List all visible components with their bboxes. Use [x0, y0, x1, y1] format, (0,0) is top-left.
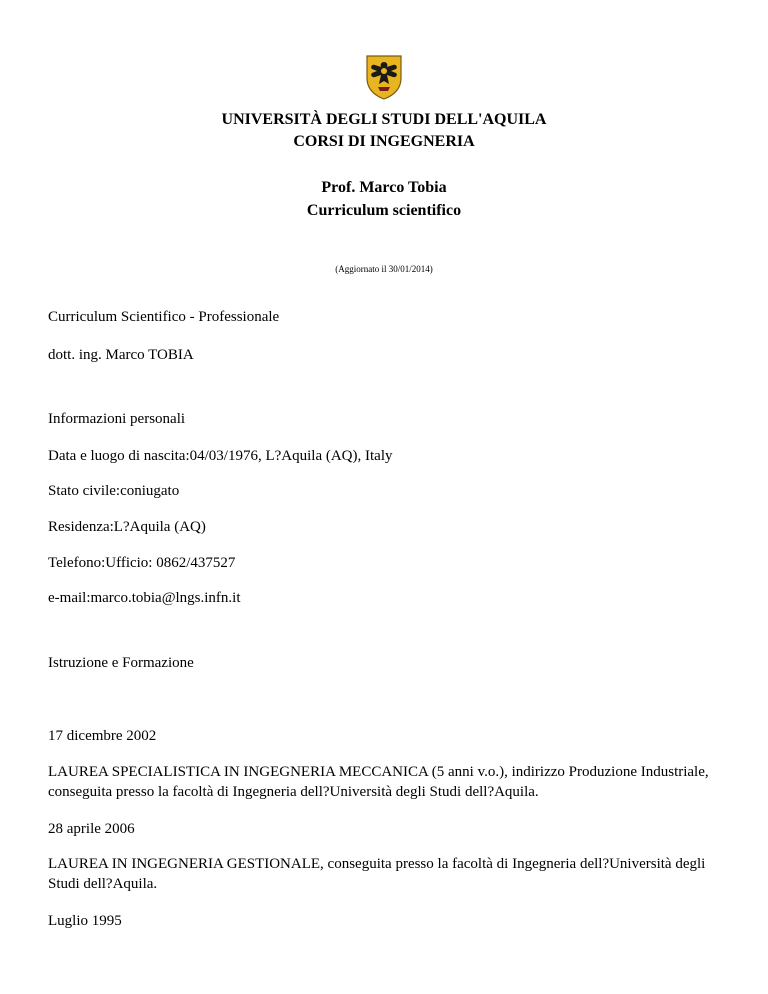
- university-crest-icon: [364, 54, 404, 100]
- university-name: UNIVERSITÀ DEGLI STUDI DELL'AQUILA: [221, 111, 547, 128]
- professor-name: Prof. Marco Tobia: [321, 179, 447, 196]
- faculty-name: CORSI DI INGEGNERIA: [293, 133, 475, 150]
- degree-2: LAUREA IN INGEGNERIA GESTIONALE, conseguita presso la facoltà di Ingegneria dell?Università degli Studi dell?Aquila.: [48, 856, 706, 892]
- education-heading: Istruzione e Formazione: [48, 655, 194, 671]
- residence: Residenza:L?Aquila (AQ): [48, 519, 206, 535]
- degree-date-1: 17 dicembre 2002: [48, 728, 157, 744]
- civil-status: Stato civile:coniugato: [48, 483, 180, 499]
- degree-1: LAUREA SPECIALISTICA IN INGEGNERIA MECCANICA (5 anni v.o.), indirizzo Produzione Industriale, conseguita presso la facoltà di Ingegneria dell?Università degli Studi dell?Aquila.: [48, 764, 709, 800]
- document-subtitle: Curriculum scientifico: [306, 202, 462, 219]
- person-name: dott. ing. Marco TOBIA: [48, 347, 194, 363]
- date-3: Luglio 1995: [48, 913, 122, 929]
- phone: Telefono:Ufficio: 0862/437527: [48, 555, 236, 571]
- personal-info-heading: Informazioni personali: [48, 411, 186, 427]
- email: e-mail:marco.tobia@lngs.infn.it: [48, 590, 241, 606]
- update-date: (Aggiornato il 30/01/2014): [335, 264, 433, 274]
- section-title: Curriculum Scientifico - Professionale: [48, 309, 280, 325]
- birth-info: Data e luogo di nascita:04/03/1976, L?Aquila (AQ), Italy: [48, 448, 393, 464]
- degree-date-2: 28 aprile 2006: [48, 821, 135, 837]
